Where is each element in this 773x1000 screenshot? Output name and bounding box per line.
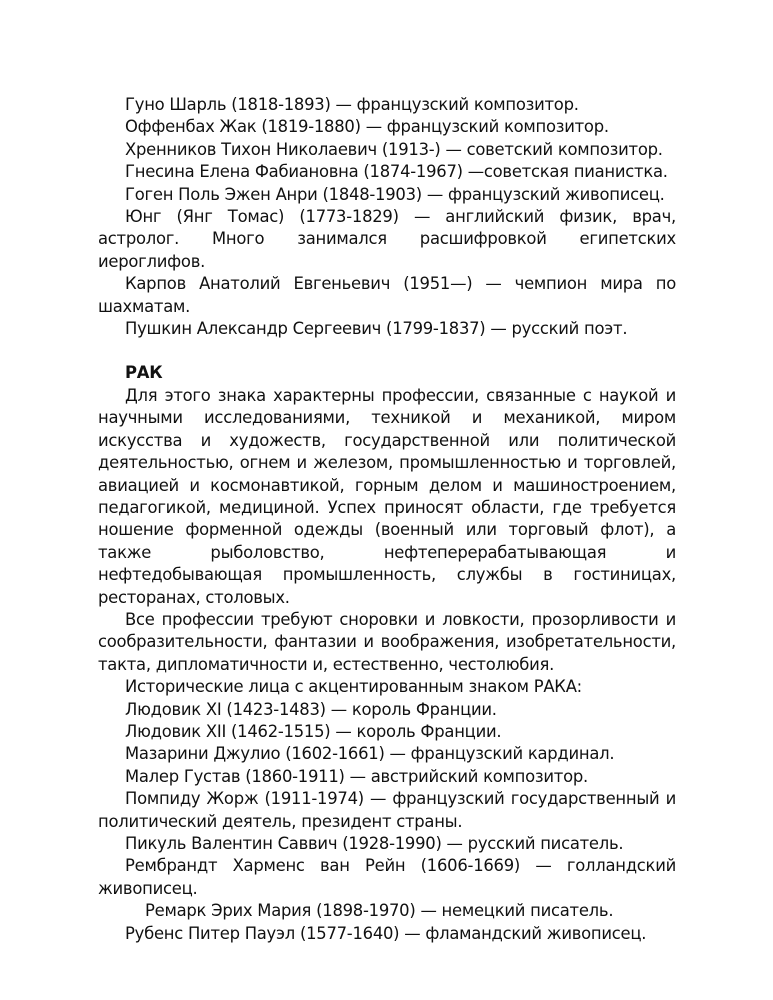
entry-rembrandt: Рембрандт Харменс ван Рейн (1606-1669) — голландский живописец.: [98, 856, 676, 898]
rak-paragraph-professions: Для этого знака характерны профессии, связанные с наукой и научными исследованиями, техникой и механикой, миром искусства и художеств, государственной или политической деятельностью, огнем и железом, промышленностью и торговлей, авиацией и космонавтикой, горным делом и машиностроением, педагогикой, медициной. Успех приносят области, где требуется ношение форменной одежды (военный или торговый флот), а также рыболовство, нефтеперерабатывающая и нефтедобывающая промышленность, службы в гостиницах, ресторанах, столовых.: [98, 385, 676, 607]
entry-pompidou: Помпиду Жорж (1911-1974) — французский государственный и политический деятель, президент страны.: [98, 789, 676, 831]
entry-guno: Гуно Шарль (1818-1893) — французский композитор.: [125, 95, 579, 114]
entry-mahler: Малер Густав (1860-1911) — австрийский композитор.: [125, 766, 588, 786]
rak-historical-intro: Исторические лица с акцентированным знаком РАКА:: [125, 677, 582, 697]
entry-louis-xi: Людовик XI (1423-1483) — король Франции.: [125, 699, 497, 719]
entry-gnesina: Гнесина Елена Фабиановна (1874-1967) —советская пианистка.: [125, 162, 668, 182]
entry-pushkin: Пушкин Александр Сергеевич (1799-1837) — русский поэт.: [125, 319, 628, 339]
entry-mazarin: Мазарини Джулио (1602-1661) — французский кардинал.: [125, 744, 615, 764]
entry-rubens: Рубенс Питер Пауэл (1577-1640) — фламандский живописец.: [125, 923, 647, 943]
rak-paragraph-skills: Все профессии требуют сноровки и ловкости, прозорливости и сообразительности, фантазии и воображения, изобретательности, такта, дипломатичности и, естественно, честолюбия.: [98, 609, 676, 674]
entry-karpov: Карпов Анатолий Евгеньевич (1951—) — чемпион мира по шахматам.: [98, 274, 676, 316]
entry-khrennikov: Хренников Тихон Николаевич (1913-) — советский композитор.: [125, 139, 663, 159]
entry-louis-xii: Людовик XII (1462-1515) — король Франции.: [125, 721, 502, 741]
entry-gauguin: Гоген Поль Эжен Анри (1848-1903) — французский живописец.: [125, 184, 665, 204]
document-page: [98, 94, 676, 945]
section-heading-rak: РАК: [125, 363, 163, 383]
entry-pikul: Пикуль Валентин Саввич (1928-1990) — русский писатель.: [125, 834, 624, 853]
entry-young: Юнг (Янг Томас) (1773-1829) — английский физик, врач, астролог. Много занимался расшифровкой египетских иероглифов.: [98, 207, 676, 271]
entry-remarque: Ремарк Эрих Мария (1898-1970) — немецкий писатель.: [145, 901, 614, 921]
entry-offenbach: Оффенбах Жак (1819-1880) — французский композитор.: [125, 117, 609, 137]
